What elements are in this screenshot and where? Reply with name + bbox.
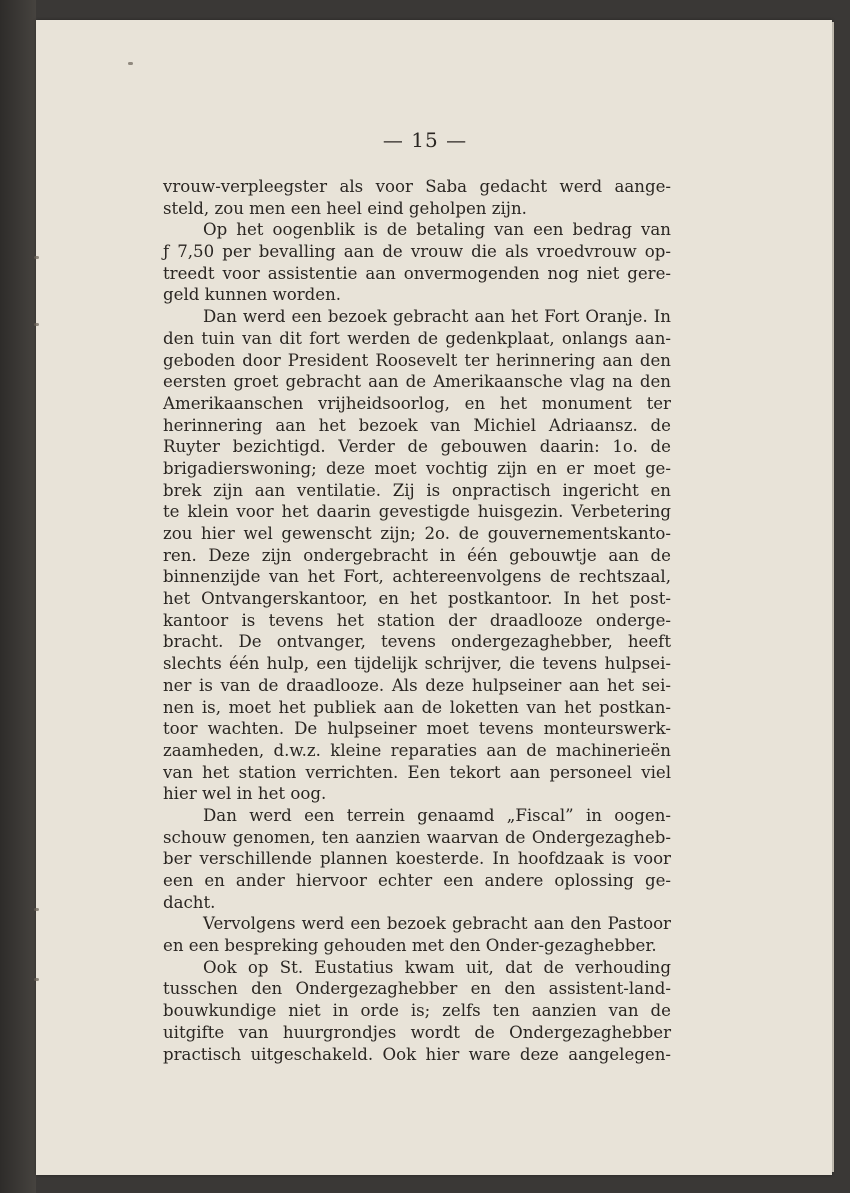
text-line: geboden door President Roosevelt ter herinnering aan den (163, 350, 671, 370)
paper-speck (128, 62, 133, 65)
text-line: bracht. De ontvanger, tevens ondergezaghebber, heeft (163, 632, 671, 652)
paper-speck (34, 908, 39, 911)
text-line: ner is van de draadlooze. Als deze hulpseiner aan het sei- (163, 675, 671, 695)
text-line: kantoor is tevens het station der draadlooze onderge- (163, 610, 671, 630)
text-line: te klein voor het daarin gevestigde huisgezin. Verbetering (163, 502, 671, 522)
text-line: een en ander hiervoor echter een andere oplossing ge- (163, 871, 671, 890)
text-line: Ook op St. Eustatius kwam uit, dat de verhouding (203, 957, 671, 977)
text-line: zaamheden, d.w.z. kleine reparaties aan de machinerieën (163, 740, 671, 760)
body-text (163, 176, 671, 1065)
text-line: herinnering aan het bezoek van Michiel Adriaansz. de (163, 415, 671, 435)
text-line: steld, zou men een heel eind geholpen zijn. (163, 198, 527, 218)
text-line: hier wel in het oog. (163, 784, 327, 804)
text-line: tusschen den Ondergezaghebber en den assistent-land- (163, 979, 671, 999)
paper-speck (34, 323, 39, 326)
text-line: zou hier wel gewenscht zijn; 2o. de gouvernementskanto- (163, 524, 671, 543)
text-line: van het station verrichten. Een tekort aan personeel viel (163, 762, 671, 782)
text-line: den tuin van dit fort werden de gedenkplaat, onlangs aan- (163, 328, 671, 348)
text-line: ber verschillende plannen koesterde. In hoofdzaak is voor (163, 849, 671, 869)
text-line: schouw genomen, ten aanzien waarvan de Ondergezagheb- (163, 827, 671, 847)
text-line: toor wachten. De hulpseiner moet tevens monteurswerk- (163, 719, 671, 739)
text-line: en een bespreking gehouden met den Onder-gezaghebber. (163, 936, 657, 956)
text-line: Ruyter bezichtigd. Verder de gebouwen daarin: 1o. de (163, 437, 671, 457)
text-line: brek zijn aan ventilatie. Zij is onpractisch ingericht en (163, 480, 671, 500)
text-line: bouwkundige niet in orde is; zelfs ten aanzien van de (163, 1001, 671, 1021)
text-line: slechts één hulp, een tijdelijk schrijver, die tevens hulpsei- (163, 654, 671, 674)
text-line: Op het oogenblik is de betaling van een bedrag van (203, 220, 671, 240)
book-binding (0, 0, 36, 1193)
text-line: Dan werd een bezoek gebracht aan het Fort Oranje. In (203, 307, 671, 327)
page-number: — 15 — (382, 128, 468, 152)
text-line: Amerikaanschen vrijheidsoorlog, en het monument ter (163, 393, 671, 413)
text-line: dacht. (163, 892, 216, 912)
text-line: practisch uitgeschakeld. Ook hier ware deze aangelegen- (163, 1044, 671, 1064)
text-line: ƒ 7,50 per bevalling aan de vrouw die als vroedvrouw op- (163, 242, 671, 262)
text-line: eersten groet gebracht aan de Amerikaansche vlag na den (163, 372, 671, 392)
text-line: brigadierswoning; deze moet vochtig zijn en er moet ge- (163, 458, 671, 478)
text-line: nen is, moet het publiek aan de loketten van het postkan- (163, 697, 671, 717)
text-line: uitgifte van huurgrondjes wordt de Ondergezaghebber (163, 1022, 671, 1042)
text-line: geld kunnen worden. (163, 285, 342, 305)
text-line: het Ontvangerskantoor, en het postkantoor. In het post- (163, 589, 671, 609)
text-line: Vervolgens werd een bezoek gebracht aan den Pastoor (203, 914, 671, 934)
text-line: binnenzijde van het Fort, achtereenvolgens de rechtszaal, (163, 567, 671, 587)
text-line: ren. Deze zijn ondergebracht in één gebouwtje aan de (163, 545, 671, 565)
paper-speck (34, 256, 39, 259)
text-line: treedt voor assistentie aan onvermogenden nog niet gere- (163, 263, 671, 283)
text-line: Dan werd een terrein genaamd „Fiscal” in oogen- (203, 805, 671, 825)
paper-speck (34, 978, 39, 981)
text-line: vrouw-verpleegster als voor Saba gedacht werd aange- (163, 177, 671, 196)
